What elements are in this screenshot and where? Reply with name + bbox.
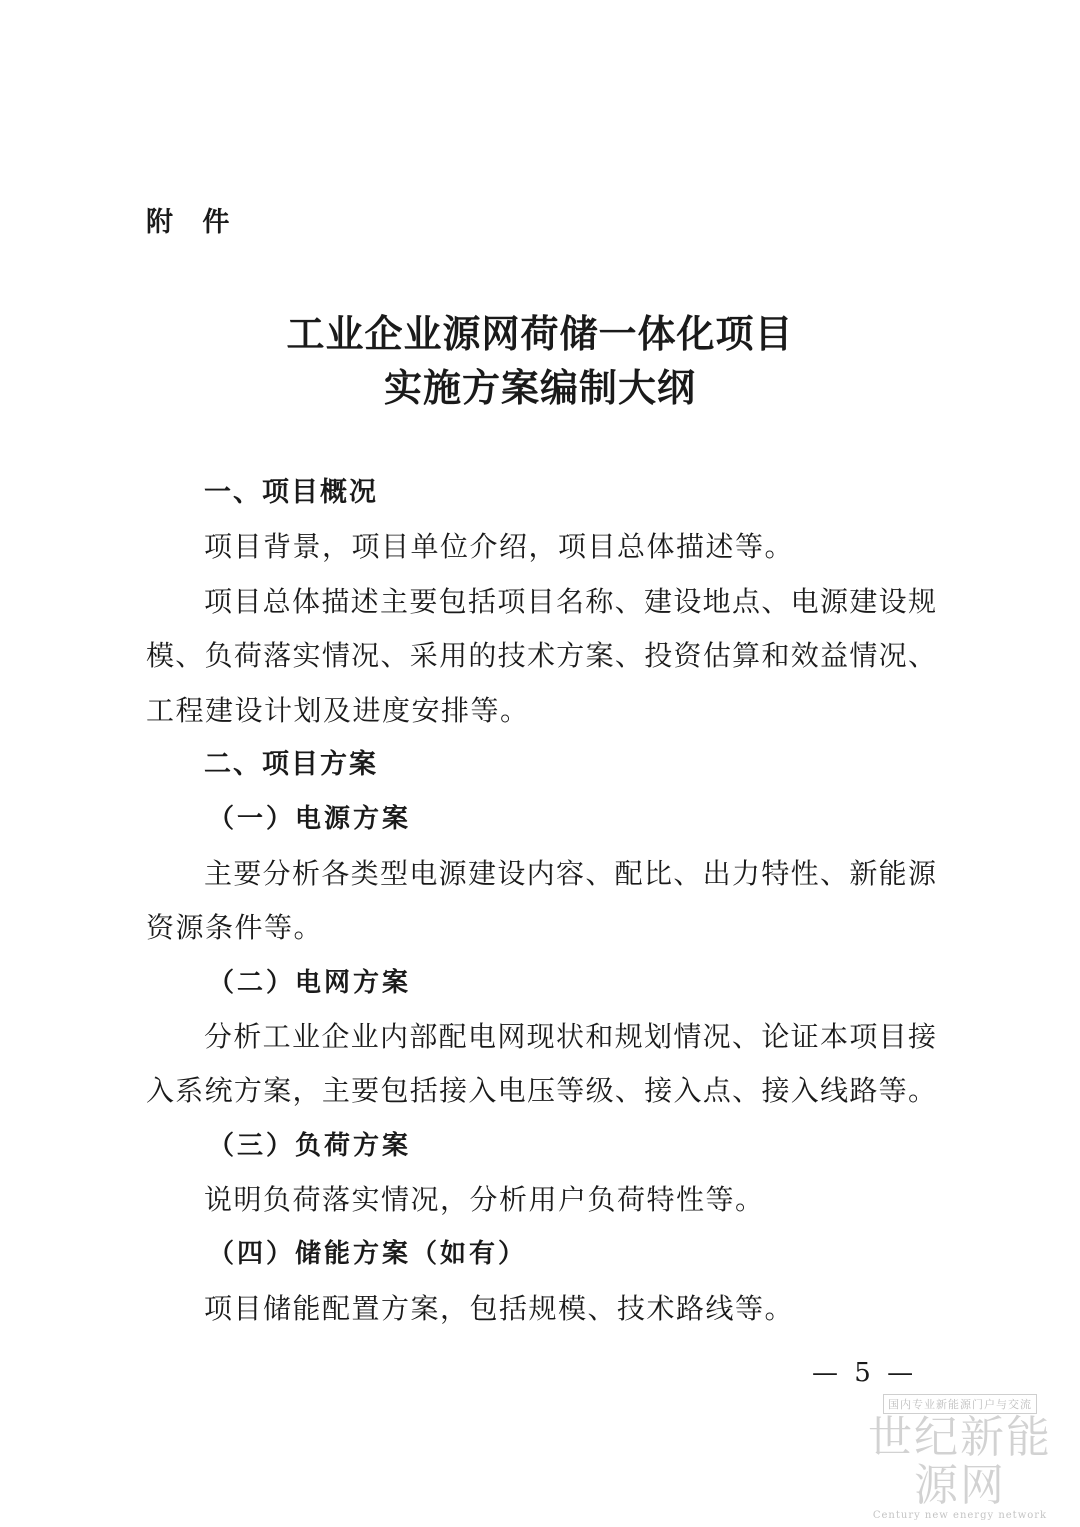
paragraph-line: 分析工业企业内部配电网现状和规划情况、论证本项目接 [204,1019,936,1053]
paragraph-line: 项目总体描述主要包括项目名称、建设地点、电源建设规 [204,584,936,618]
paragraph-line: 项目背景，项目单位介绍，项目总体描述等。 [204,530,795,564]
document-title-line-1: 工业企业源网荷储一体化项目 [286,311,794,356]
paragraph-line: 模、负荷落实情况、采用的技术方案、投资估算和效益情况、 [146,639,936,673]
paragraph-line: 入系统方案，主要包括接入电压等级、接入点、接入线路等。 [146,1074,936,1108]
paragraph-line: 主要分析各类型电源建设内容、配比、出力特性、新能源 [204,856,936,890]
watermark-tagline: 国内专业新能源门户与交流 [883,1394,1037,1414]
subsection-heading-load: （三）负荷方案 [208,1130,412,1161]
paragraph-line: 工程建设计划及进度安排等。 [146,693,530,727]
page-number: — 5 — [812,1358,918,1388]
subsection-heading-grid: （二）电网方案 [208,967,412,998]
watermark-logo [850,1393,1070,1521]
section-heading-plan: 二、项目方案 [204,748,378,780]
attachment-label: 附 件 [146,207,240,238]
section-heading-overview: 一、项目概况 [204,477,378,508]
paragraph-line: 资源条件等。 [146,911,324,945]
paragraph-line: 说明负荷落实情况，分析用户负荷特性等。 [204,1183,765,1217]
subsection-heading-storage: （四）储能方案（如有） [208,1239,528,1270]
document-title-line-2: 实施方案编制大纲 [383,365,696,410]
watermark-subtitle: Century new energy network [872,1510,1048,1521]
document-body [146,466,936,1336]
subsection-heading-power-source: （一）电源方案 [208,804,412,835]
watermark-brand: 世纪新能源网 [868,1412,1052,1511]
paragraph-line: 项目储能配置方案，包括规模、技术路线等。 [204,1291,795,1325]
